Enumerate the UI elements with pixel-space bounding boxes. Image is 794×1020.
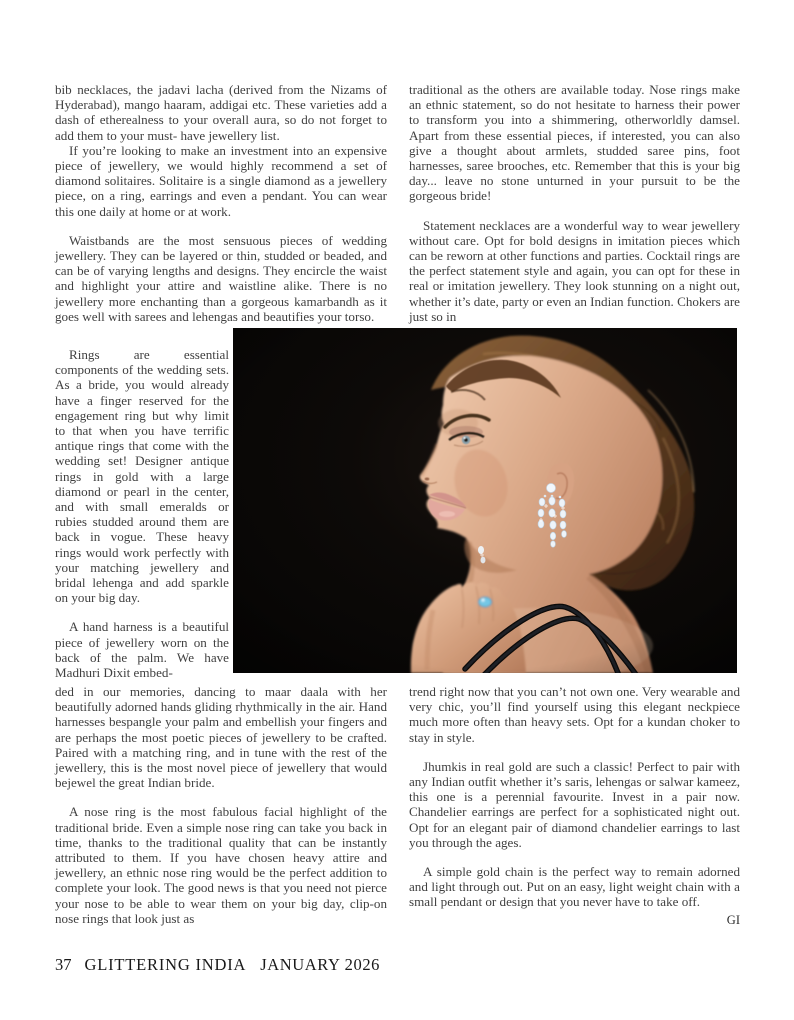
- body-paragraph: Waistbands are the most sensuous pieces of wedding jewellery. They can be layered or thin, studded or beaded, and can be of varying lengths and designs. They encircle the waist and highlight your attire and waistline alike. There is no jewellery more enchanting than a gorgeous kamarbandh as it goes well with sarees and lehengas and beautifies your torso.: [55, 232, 387, 324]
- left-column-narrow: [55, 347, 229, 680]
- left-column-lower: [55, 684, 387, 926]
- right-column-lower: [409, 684, 740, 928]
- body-paragraph: A nose ring is the most fabulous facial highlight of the traditional bride. Even a simple nose ring can take you back in time, thanks to the traditional quality that can be instantly attributed to them. If you have chosen heavy attire and jewellery, an ethnic nose ring would be the perfect addition to complete your look. The good news is that you need not pierce your nose to be able to wear them on your big day, clip-on nose rings that look just as: [55, 804, 387, 926]
- page-footer: [55, 955, 380, 975]
- body-paragraph: If you’re looking to make an investment into an expensive piece of jewellery, we would highly recommend a set of diamond solitaires. Solitaire is a single diamond as a jewellery piece, on a ring, earrings and even a pendant. You can wear this one daily at home or at work.: [55, 142, 387, 219]
- bride-photo: [233, 328, 737, 673]
- body-paragraph: A hand harness is a beautiful piece of jewellery worn on the back of the palm. We have Madhuri Dixit embed-: [55, 619, 229, 681]
- body-paragraph: A simple gold chain is the perfect way to remain adorned and light through out. Put on an easy, light weight chain with a small pendant or design that you never have to take off.: [409, 864, 740, 910]
- bride-photo-illustration: [233, 328, 737, 673]
- left-column-upper: [55, 82, 387, 324]
- body-paragraph: ded in our memories, dancing to maar daala with her beautifully adorned hands gliding rhythmically in the air. Hand harnesses bespangle your palm and embellish your fingers and are perhaps the most poetic pieces of jewellery to be crafted. Paired with a matching ring, and in tune with the rest of the jewellery, this is the most novel piece of jewellery that would bejewel the great Indian bride.: [55, 684, 387, 791]
- body-paragraph: bib necklaces, the jadavi lacha (derived from the Nizams of Hyderabad), mango haaram, addigai etc. These varieties add a dash of etherealness to your overall aura, so do not forget to add them to your must- have jewellery list.: [55, 82, 387, 143]
- magazine-title: GLITTERING INDIA: [84, 955, 247, 974]
- magazine-monogram: GI: [726, 912, 740, 927]
- issue-date: JANUARY 2026: [260, 955, 381, 974]
- photo-vignette: [233, 328, 737, 673]
- body-paragraph: Rings are essential components of the wedding sets. As a bride, you would already have a finger reserved for the engagement ring but why limit to that when you have terrific antique rings that come with the wedding set! Designer antique rings in gold with a large diamond or pearl in the center, and with small emeralds or rubies studded around them are back in vogue. These heavy rings would work perfectly with your matching jewellery and bridal lehenga and add sparkle on your big day.: [55, 347, 229, 606]
- body-paragraph: traditional as the others are available today. Nose rings make an ethnic statement, so do not hesitate to harness their power to transform you into a shimmering, otherworldly damsel. Apart from these essential pieces, if interested, you can also give a thought about armlets, studded saree pins, foot harnesses, saree brooches, etc. Remember that this is your big day... leave no stone unturned in your pursuit to be the gorgeous bride!: [409, 82, 740, 204]
- page-number: 37: [55, 955, 72, 974]
- body-paragraph: trend right now that you can’t not own one. Very wearable and very chic, you’ll find yourself using this elegant neckpiece much more often than heavy sets. Opt for a kundan choker to stay in style.: [409, 684, 740, 745]
- right-column-upper: [409, 82, 740, 324]
- body-paragraph: Statement necklaces are a wonderful way to wear jewellery without care. Opt for bold designs in imitation pieces which can be reworn at other functions and parties. Cocktail rings are the perfect statement style and again, you can opt for these in real or imitation jewellery. They look stunning on a night out, whether it’s date, party or even an Indian function. Chokers are just so in: [409, 217, 740, 324]
- body-paragraph: Jhumkis in real gold are such a classic! Perfect to pair with any Indian outfit whether it’s saris, lehengas or salwar kameez, this one is a perennial favourite. Invest in a pair now. Chandelier earrings are perfect for a sophisticated night out. Opt for an elegant pair of diamond chandelier earrings to last you through the ages.: [409, 758, 740, 850]
